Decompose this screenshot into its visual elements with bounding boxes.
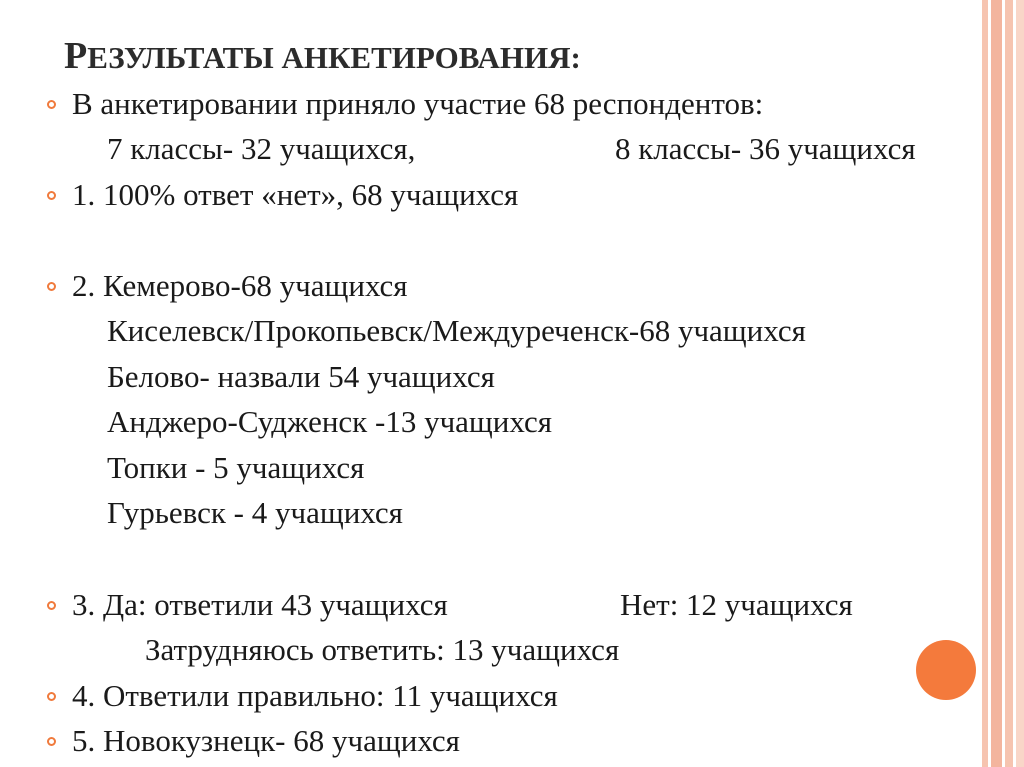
question3-yes-text: 3. Да: ответили 43 учащихся <box>72 587 448 622</box>
grade7-text: 7 классы- 32 учащихся, <box>107 131 416 166</box>
grade8-text: 8 классы- 36 учащихся <box>615 131 916 166</box>
bullet-icon <box>47 737 56 746</box>
title-rest: ЕЗУЛЬТАТЫ АНКЕТИРОВАНИЯ: <box>87 40 581 75</box>
slide-title <box>64 34 581 78</box>
question2-line: Киселевск/Прокопьевск/Междуреченск-68 учащихся <box>107 313 806 348</box>
bullet-icon <box>47 692 56 701</box>
question2-line: Анджеро-Судженск -13 учащихся <box>107 404 553 439</box>
question2-line: Белово- назвали 54 учащихся <box>107 359 495 394</box>
bullet-icon <box>47 100 56 109</box>
decorative-right-border <box>980 0 1024 767</box>
bullet-icon <box>47 601 56 610</box>
question3-no-text: Нет: 12 учащихся <box>620 587 853 622</box>
bullet-icon <box>47 282 56 291</box>
bullet-icon <box>47 191 56 200</box>
question2-line: Гурьевск - 4 учащихся <box>107 495 403 530</box>
decorative-circle <box>916 640 976 700</box>
question2-text: 2. Кемерово-68 учащихся <box>72 268 408 303</box>
question5-text: 5. Новокузнецк- 68 учащихся <box>72 723 460 758</box>
question2-line: Топки - 5 учащихся <box>107 450 365 485</box>
question4-text: 4. Ответили правильно: 11 учащихся <box>72 678 558 713</box>
title-first-letter: Р <box>64 35 88 77</box>
question3-unsure-text: Затрудняюсь ответить: 13 учащихся <box>145 632 620 667</box>
intro-text: В анкетировании приняло участие 68 респондентов: <box>72 86 764 121</box>
question1-text: 1. 100% ответ «нет», 68 учащихся <box>72 177 519 212</box>
